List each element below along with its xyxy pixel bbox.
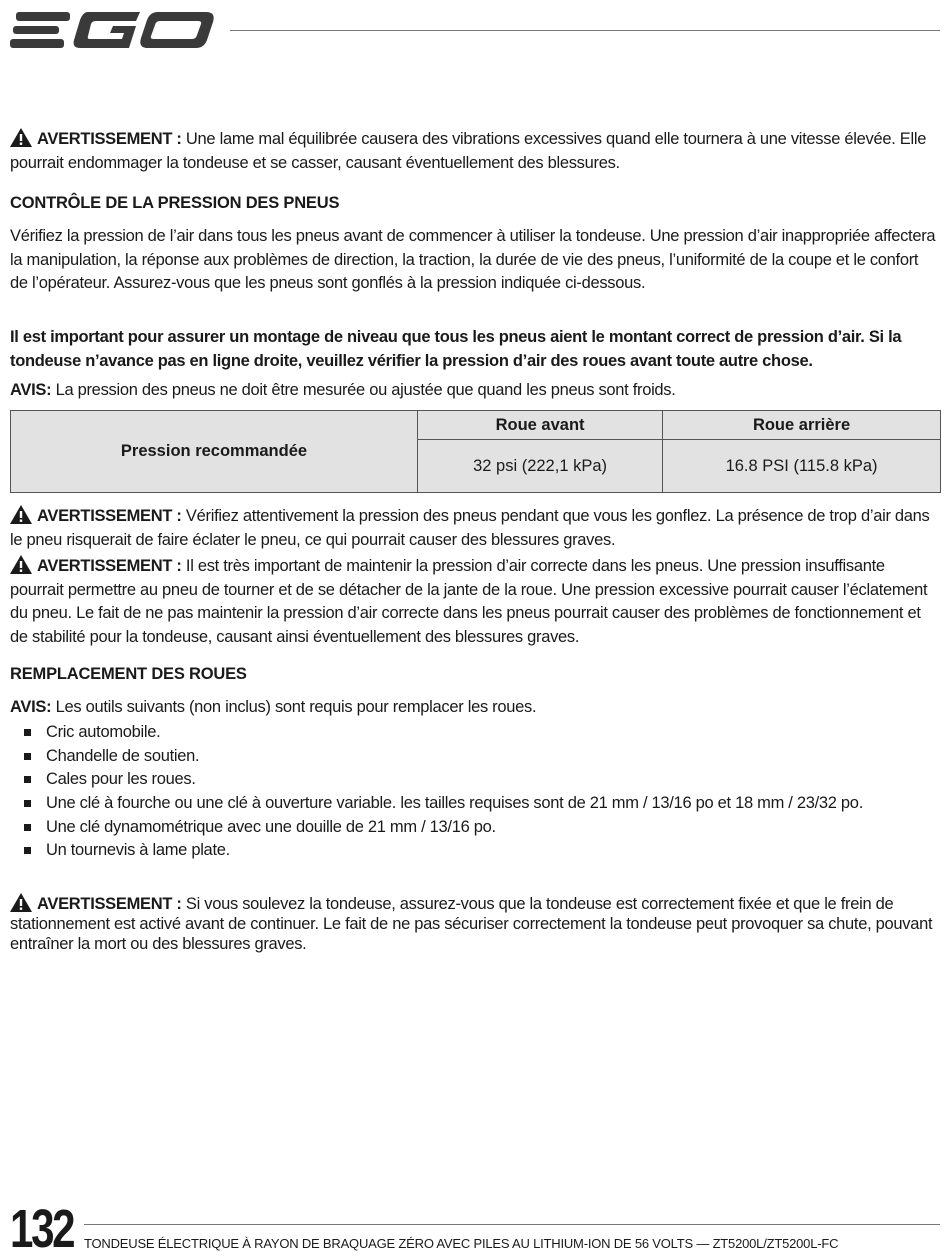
list-item xyxy=(10,745,940,769)
warning-label: AVERTISSEMENT : xyxy=(37,557,182,575)
tool-text: Une clé dynamométrique avec une douille de 21 mm / 13/16 po. xyxy=(46,817,496,836)
bullet-square-icon xyxy=(24,753,31,760)
footer-title: TONDEUSE ÉLECTRIQUE À RAYON DE BRAQUAGE ZÉRO AVEC PILES AU LITHIUM-ION DE 56 VOLTS — ZT5200L/ZT5200L-FC xyxy=(84,1236,839,1251)
list-item xyxy=(10,792,940,814)
warning-lift-mower xyxy=(10,893,940,954)
bullet-square-icon xyxy=(24,729,31,736)
avis-text: Les outils suivants (non inclus) sont requis pour remplacer les roues. xyxy=(55,698,537,716)
footer-rule xyxy=(84,1224,940,1225)
tire-pressure-avis xyxy=(10,379,940,403)
warning-label: AVERTISSEMENT : xyxy=(37,130,182,148)
tool-text: Une clé à fourche ou une clé à ouverture variable. les tailles requises sont de 21 mm / 13/16 po et 18 mm / 23/32 po. xyxy=(46,793,863,812)
warning-inflation-check xyxy=(10,505,940,552)
warning-text: Il est très important de maintenir la pression d’air correcte dans les pneus. Une pression insuffisante pourrait permettre au pneu de tourner et de se détacher de la jante de la roue. Une pression excessive pourrait causer l’éclatement du pneu. Le fait de ne pas maintenir la pression d’air correcte dans les pneus pourrait causer des problèmes de fonctionnement et de stabilité pour la tondeuse, causant ainsi éventuellement des blessures graves. xyxy=(10,557,928,646)
tire-pressure-important: Il est important pour assurer un montage de niveau que tous les pneus aient le montant correct de pression d’air. Si la tondeuse n’avance pas en ligne droite, veuillez vérifier la pression d’air des roues avant toute autre chose. xyxy=(10,328,902,370)
tire-pressure-heading xyxy=(10,192,940,216)
warning-text: Vérifiez attentivement la pression des pneus pendant que vous les gonflez. La présence de trop d’air dans le pneu risquerait de faire éclater le pneu, ce qui pourrait causer des blessures graves. xyxy=(10,507,930,549)
tool-text: Un tournevis à lame plate. xyxy=(46,841,230,859)
column-header-rear: Roue arrière xyxy=(663,411,941,440)
bullet-square-icon xyxy=(24,800,31,807)
tire-pressure-intro: Vérifiez la pression de l’air dans tous les pneus avant de commencer à utiliser la tondeuse. Une pression d’air inappropriée affectera la manipulation, la réponse aux problèmes de direction, la traction, la durée de vie des pneus, l’uniformité de la coupe et le confort de l’opérateur. Assurez-vous que les pneus sont gonflés à la pression indiquée ci-dessous. xyxy=(10,227,936,292)
rear-pressure-value: 16.8 PSI (115.8 kPa) xyxy=(663,440,941,493)
section-heading: CONTRÔLE DE LA PRESSION DES PNEUS xyxy=(10,194,340,212)
warning-triangle-icon xyxy=(10,128,32,147)
warning-triangle-icon xyxy=(10,505,32,524)
warning-triangle-icon xyxy=(10,555,32,574)
header-rule xyxy=(230,30,940,31)
ego-logo xyxy=(10,8,214,52)
bullet-square-icon xyxy=(24,824,31,831)
avis-label: AVIS: xyxy=(10,698,52,716)
pressure-table xyxy=(10,410,941,493)
warning-label: AVERTISSEMENT : xyxy=(37,895,182,913)
list-item xyxy=(10,816,940,840)
tools-list xyxy=(10,721,940,863)
tool-text: Cales pour les roues. xyxy=(46,770,196,788)
warning-blade-balance xyxy=(10,128,940,175)
bullet-square-icon xyxy=(24,847,31,854)
bullet-square-icon xyxy=(24,776,31,783)
avis-text: La pression des pneus ne doit être mesurée ou ajustée que quand les pneus sont froids. xyxy=(55,381,676,399)
list-item xyxy=(10,768,940,792)
tool-text: Cric automobile. xyxy=(46,723,161,741)
warning-text: Si vous soulevez la tondeuse, assurez-vous que la tondeuse est correctement fixée et que le frein de stationnement est activé avant de continuer. Le fait de ne pas sécuriser correctement la tondeuse peut provoquer sa chute, pouvant entraîner la mort ou des blessures graves. xyxy=(10,895,933,953)
avis-label: AVIS: xyxy=(10,381,52,399)
front-pressure-value: 32 psi (222,1 kPa) xyxy=(418,440,663,493)
warning-maintain-pressure xyxy=(10,555,940,649)
wheel-replacement-heading xyxy=(10,663,940,687)
tools-list-container xyxy=(10,721,940,863)
warning-triangle-icon xyxy=(10,893,32,912)
table-row-header: Pression recommandée xyxy=(11,411,418,493)
column-header-front: Roue avant xyxy=(418,411,663,440)
page-number: 132 xyxy=(10,1199,74,1259)
list-item xyxy=(10,721,940,745)
warning-label: AVERTISSEMENT : xyxy=(37,507,182,525)
wheel-replacement-avis xyxy=(10,696,940,720)
tool-text: Chandelle de soutien. xyxy=(46,746,200,765)
warning-text: Une lame mal équilibrée causera des vibrations excessives quand elle tournera à une vitesse élevée. Elle pourrait endommager la tondeuse et se casser, causant éventuellement des blessures. xyxy=(10,130,927,172)
section-heading: REMPLACEMENT DES ROUES xyxy=(10,665,247,683)
list-item xyxy=(10,839,940,863)
